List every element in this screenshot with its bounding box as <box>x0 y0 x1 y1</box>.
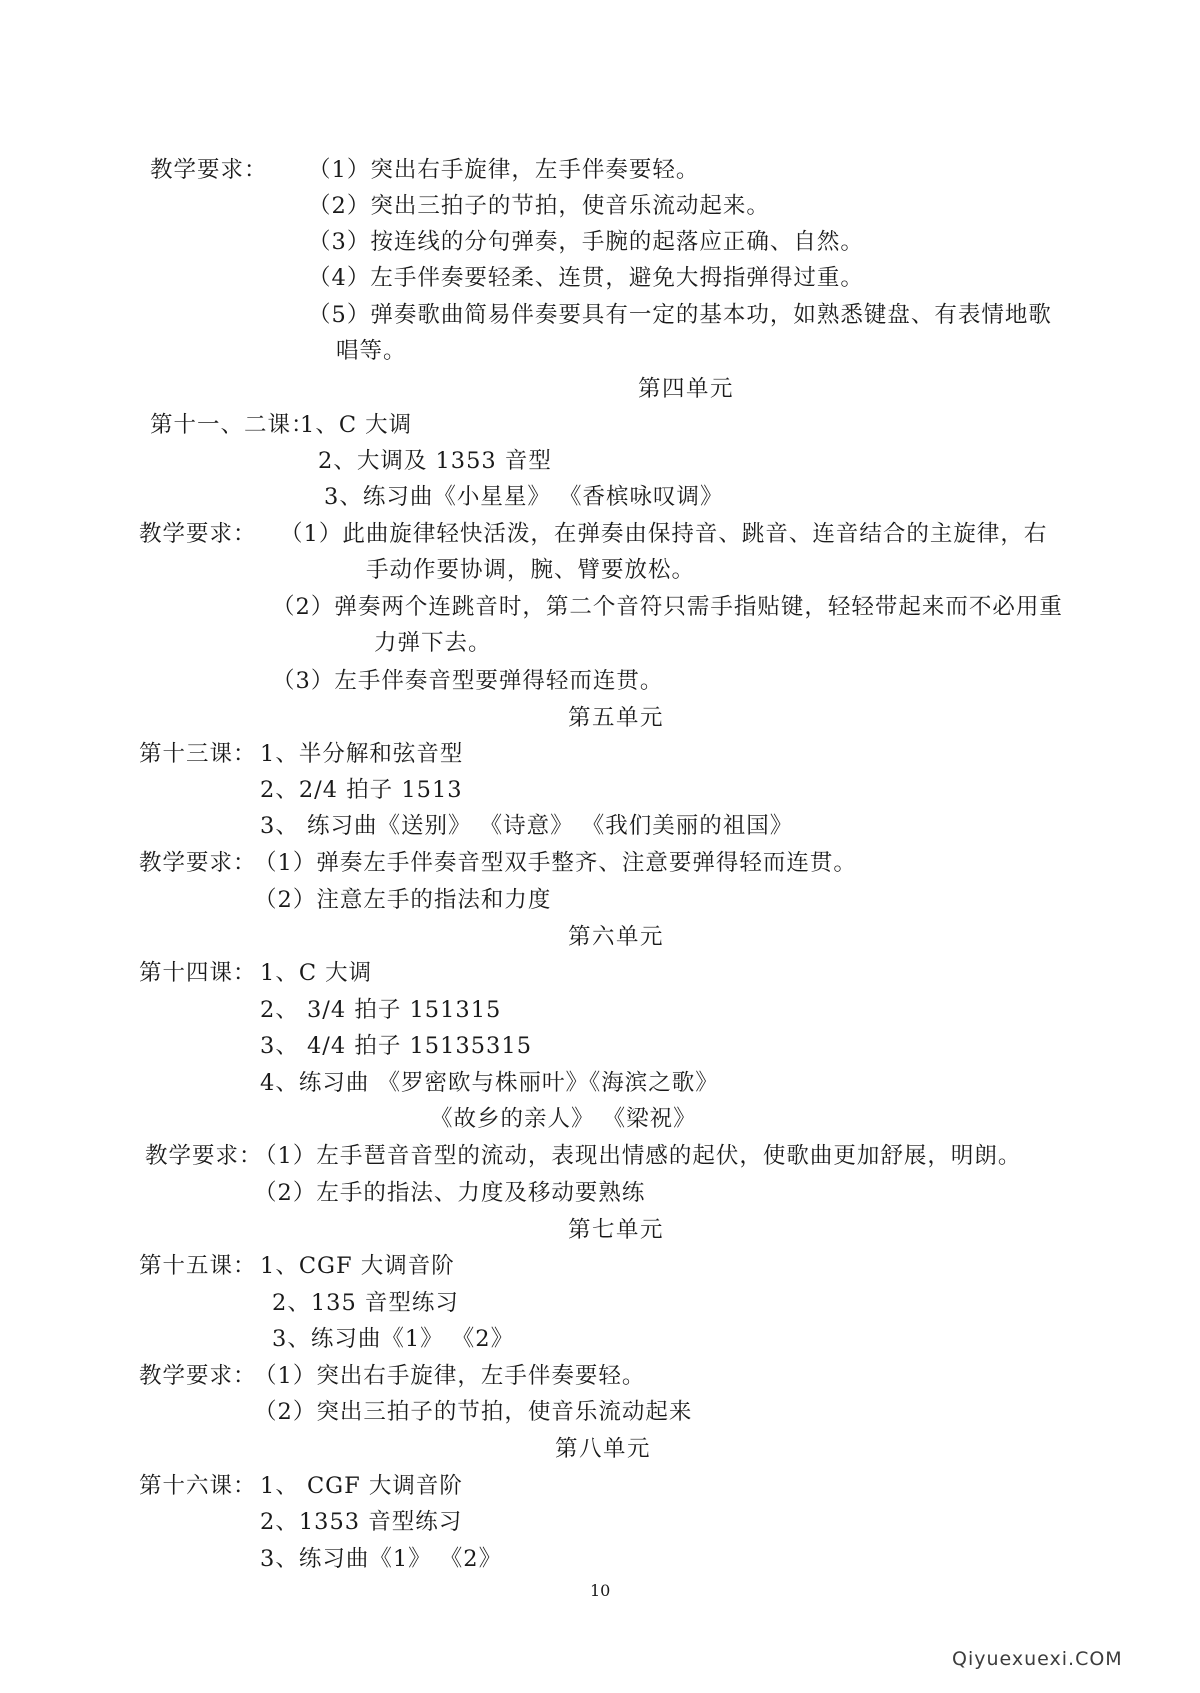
unit4-lesson-2: 2、大调及 1353 音型 <box>318 448 552 474</box>
unit7-lesson-3: 3、练习曲《1》 《2》 <box>272 1326 515 1352</box>
unit4-lesson-3: 3、练习曲《小星星》 《香槟咏叹调》 <box>324 484 724 510</box>
sec3-req-2: （2）突出三拍子的节拍，使音乐流动起来。 <box>308 193 770 219</box>
unit8-lesson-label: 第十六课： <box>139 1473 257 1499</box>
unit5-req-2: （2）注意左手的指法和力度 <box>254 887 552 913</box>
sec3-req-1: （1）突出右手旋律，左手伴奏要轻。 <box>308 157 700 183</box>
unit5-lesson-3: 3、 练习曲《送别》 《诗意》 《我们美丽的祖国》 <box>260 813 794 839</box>
unit7-title: 第七单元 <box>568 1217 665 1243</box>
unit7-req-label: 教学要求： <box>139 1363 257 1389</box>
unit4-req-label: 教学要求： <box>139 521 257 547</box>
unit5-title: 第五单元 <box>568 705 665 731</box>
unit4-req-2: （2）弹奏两个连跳音时，第二个音符只需手指贴键，轻轻带起来而不必用重 <box>272 594 1063 620</box>
sec3-req-4: （4）左手伴奏要轻柔、连贯，避免大拇指弹得过重。 <box>308 265 864 291</box>
unit6-lesson-2: 2、 3/4 拍子 151315 <box>260 997 502 1023</box>
unit8-lesson-1: 1、 CGF 大调音阶 <box>260 1473 463 1499</box>
unit5-lesson-1: 1、半分解和弦音型 <box>260 741 464 767</box>
unit4-req-2-cont: 力弹下去。 <box>374 630 492 656</box>
unit6-req-1: （1）左手琶音音型的流动，表现出情感的起伏，使歌曲更加舒展，明朗。 <box>254 1143 1022 1169</box>
unit6-title: 第六单元 <box>568 924 665 950</box>
sec3-req-label: 教学要求： <box>150 157 268 183</box>
unit6-lesson-4: 4、练习曲 《罗密欧与株丽叶》《海滨之歌》 <box>260 1070 719 1096</box>
sec3-req-3: （3）按连线的分句弹奏，手腕的起落应正确、自然。 <box>308 229 864 255</box>
unit6-lesson-4-cont: 《故乡的亲人》 《梁祝》 <box>430 1106 697 1132</box>
unit4-req-1: （1）此曲旋律轻快活泼，在弹奏由保持音、跳音、连音结合的主旋律，右 <box>280 521 1048 547</box>
unit6-req-label: 教学要求： <box>145 1143 263 1169</box>
unit5-req-1: （1）弹奏左手伴奏音型双手整齐、注意要弹得轻而连贯。 <box>254 850 857 876</box>
unit4-req-3: （3）左手伴奏音型要弹得轻而连贯。 <box>272 668 664 694</box>
unit8-title: 第八单元 <box>555 1436 652 1462</box>
unit4-lesson-label: 第十一、二课： <box>150 412 315 438</box>
unit4-title: 第四单元 <box>638 376 735 402</box>
unit7-lesson-1: 1、CGF 大调音阶 <box>260 1253 455 1279</box>
page-number: 10 <box>590 1581 611 1600</box>
unit6-lesson-3: 3、 4/4 拍子 15135315 <box>260 1033 533 1059</box>
unit7-lesson-label: 第十五课： <box>139 1253 257 1279</box>
unit7-req-2: （2）突出三拍子的节拍，使音乐流动起来 <box>254 1399 693 1425</box>
unit6-lesson-label: 第十四课： <box>139 960 257 986</box>
sec3-req-5: （5）弹奏歌曲简易伴奏要具有一定的基本功，如熟悉键盘、有表情地歌 <box>308 302 1052 328</box>
unit8-lesson-2: 2、1353 音型练习 <box>260 1509 463 1535</box>
watermark <box>952 1648 1123 1670</box>
unit5-lesson-label: 第十三课： <box>139 741 257 767</box>
unit7-req-1: （1）突出右手旋律，左手伴奏要轻。 <box>254 1363 646 1389</box>
sec3-req-5-cont: 唱等。 <box>336 338 407 364</box>
unit6-req-2: （2）左手的指法、力度及移动要熟练 <box>254 1180 646 1206</box>
unit8-lesson-3: 3、练习曲《1》 《2》 <box>260 1546 503 1572</box>
unit5-lesson-2: 2、2/4 拍子 1513 <box>260 777 463 803</box>
watermark-text: Qiyuexuexi.COM <box>952 1648 1123 1670</box>
unit4-lesson-1: 1、C 大调 <box>300 412 413 438</box>
unit7-lesson-2: 2、135 音型练习 <box>272 1290 459 1316</box>
unit4-req-1-cont: 手动作要协调，腕、臂要放松。 <box>366 557 696 583</box>
unit5-req-label: 教学要求： <box>139 850 257 876</box>
unit6-lesson-1: 1、C 大调 <box>260 960 373 986</box>
